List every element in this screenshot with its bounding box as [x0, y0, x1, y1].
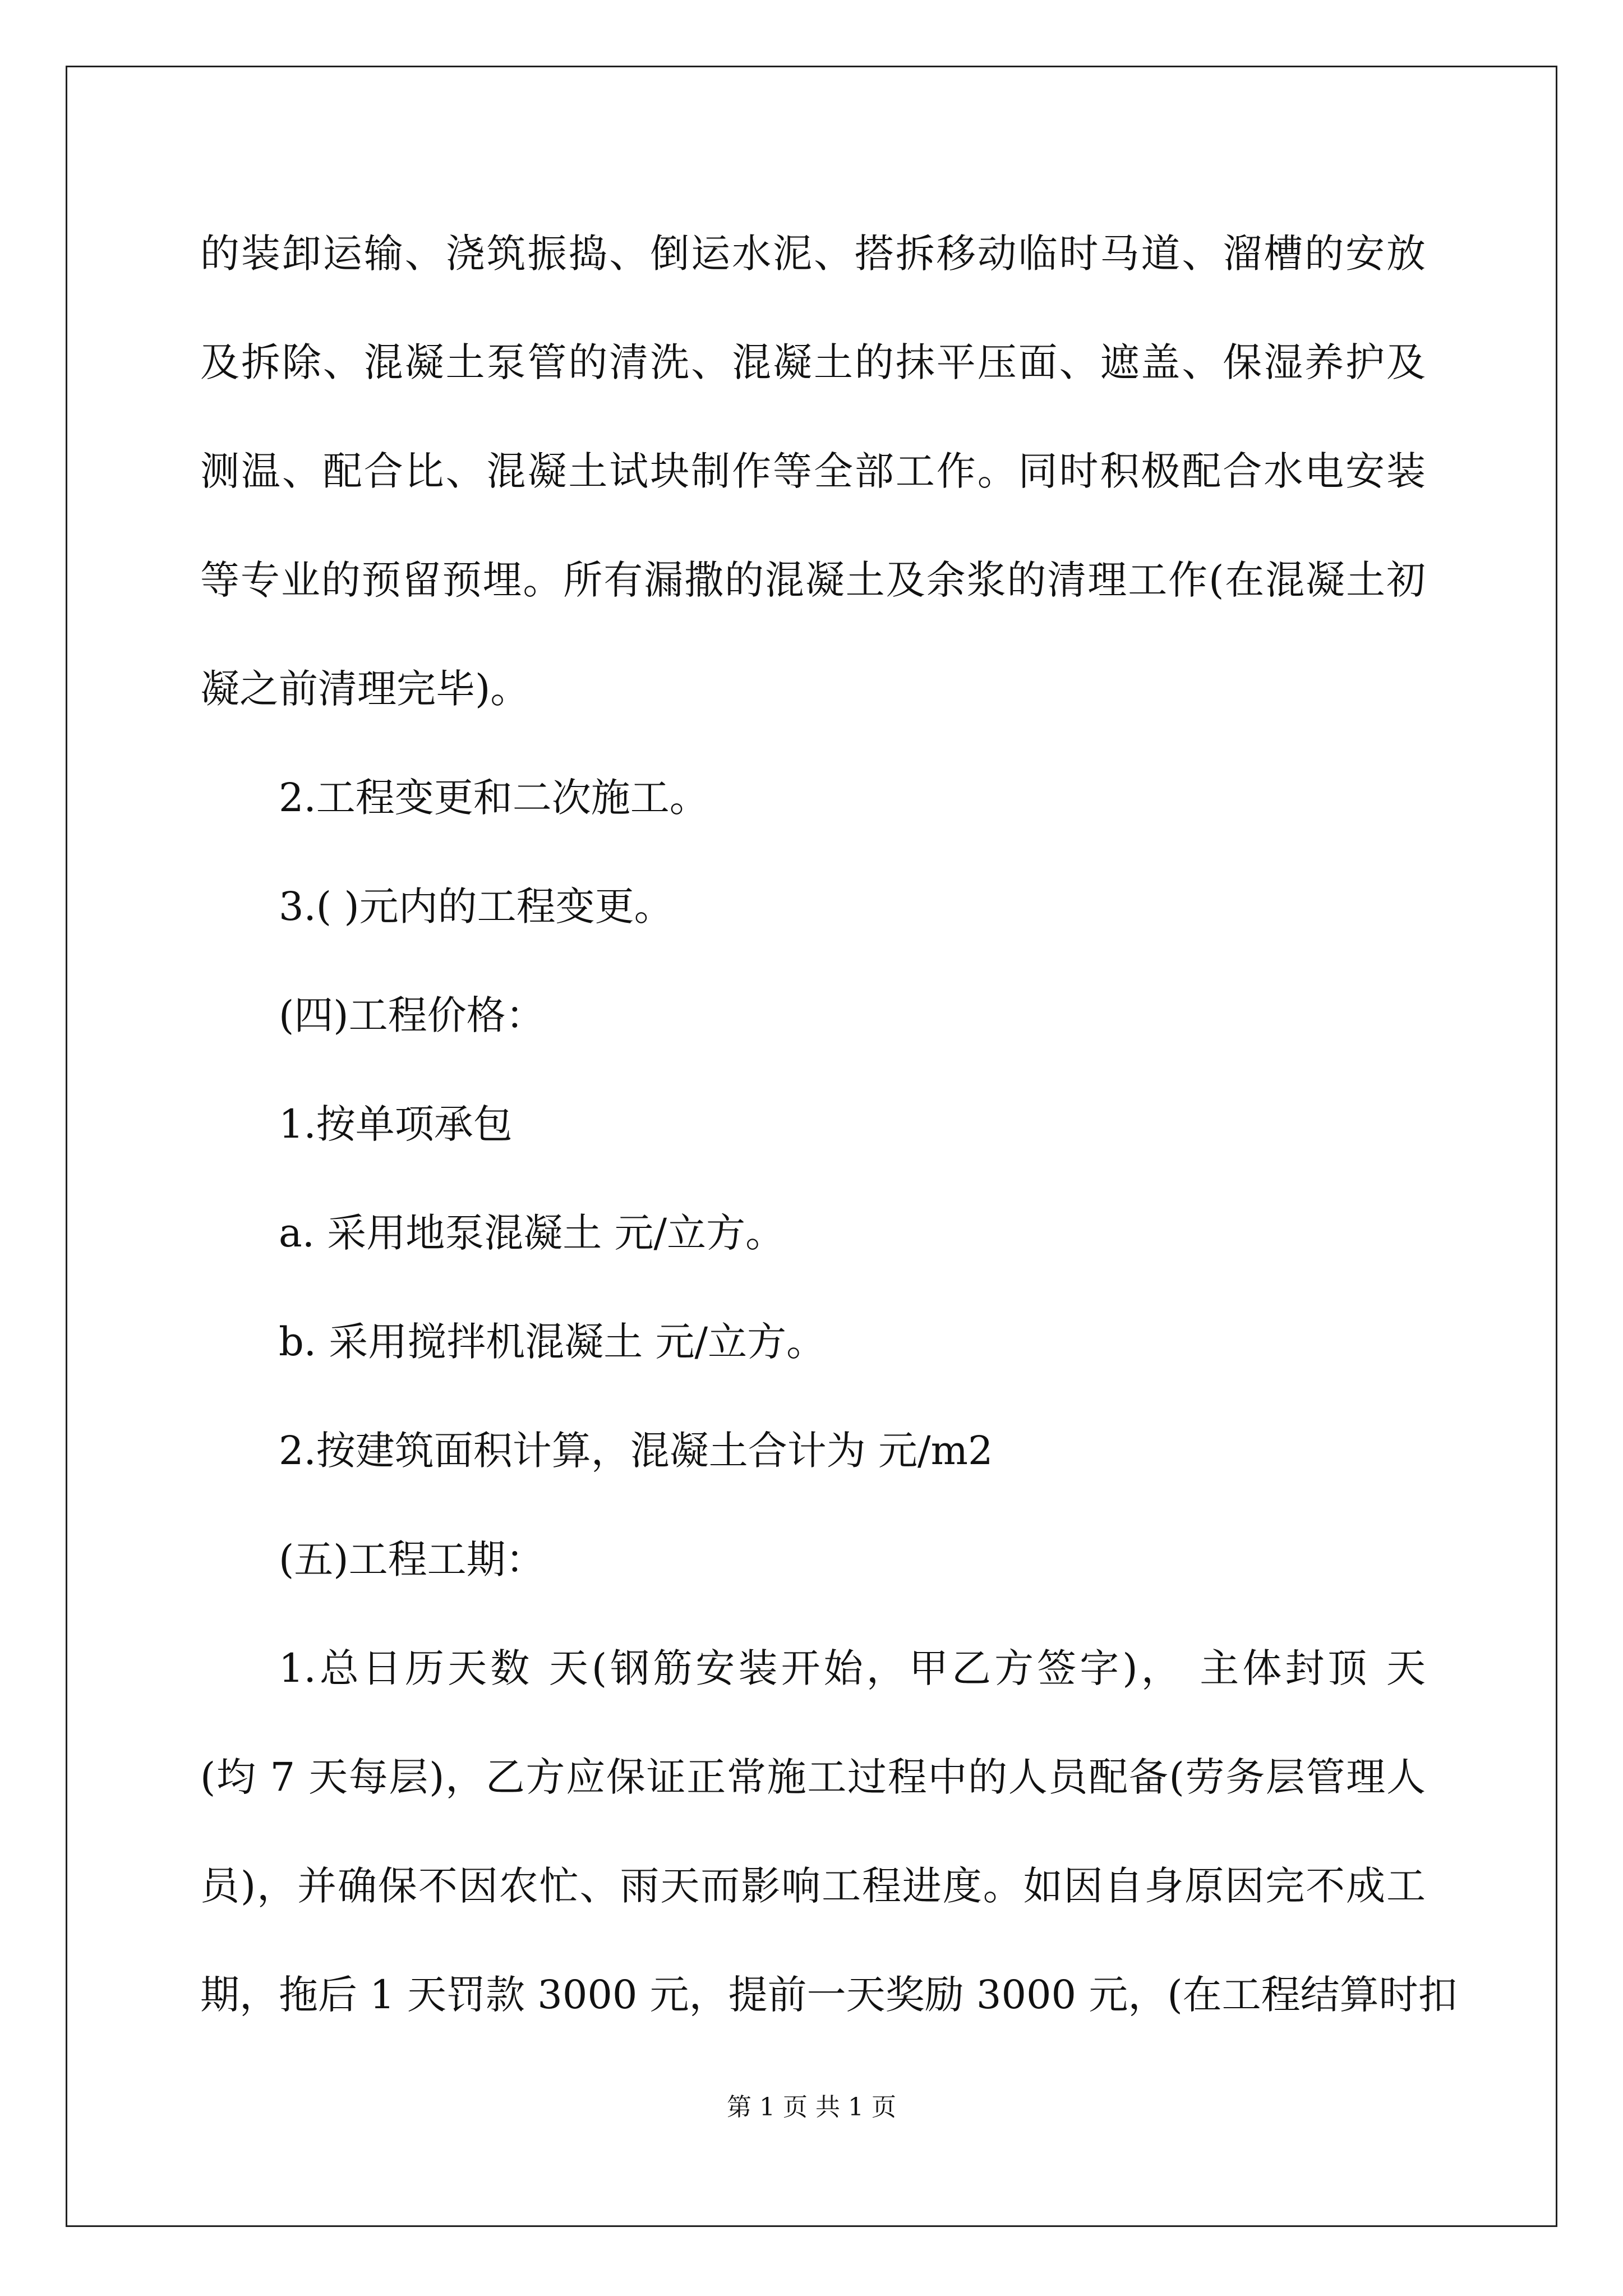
paragraph-line: 期，拖后 1 天罚款 3000 元，提前一天奖励 3000 元，(在工程结算时扣: [200, 1972, 1458, 2018]
paragraph-line: 测温、配合比、混凝土试块制作等全部工作。同时积极配合水电安装: [200, 448, 1426, 494]
paragraph-line: 及拆除、混凝土泵管的清洗、混凝土的抹平压面、遮盖、保湿养护及: [200, 339, 1426, 385]
list-item: 2.工程变更和二次施工。: [279, 775, 709, 821]
list-item: b. 采用搅拌机混凝土 元/立方。: [279, 1319, 826, 1365]
paragraph-line: 1.总日历天数 天(钢筋安装开始，甲乙方签字)， 主体封顶 天: [279, 1645, 1426, 1691]
paragraph-line: 等专业的预留预埋。所有漏撒的混凝土及余浆的清理工作(在混凝土初: [200, 557, 1426, 603]
list-item: 1.按单项承包: [279, 1101, 513, 1147]
paragraph-line: 员)，并确保不因农忙、雨天而影响工程进度。如因自身原因完不成工: [200, 1863, 1426, 1909]
paragraph-line: 的装卸运输、浇筑振捣、倒运水泥、搭拆移动临时马道、溜槽的安放: [200, 231, 1426, 277]
paragraph-line: (均 7 天每层)，乙方应保证正常施工过程中的人员配备(劳务层管理人: [200, 1754, 1426, 1800]
paragraph-line: 凝之前清理完毕)。: [200, 666, 530, 712]
section-heading: (四)工程价格：: [279, 992, 545, 1038]
list-item: 2.按建筑面积计算，混凝土合计为 元/m2: [279, 1428, 993, 1474]
page-footer: 第 1 页 共 1 页: [727, 2093, 896, 2122]
list-item: a. 采用地泵混凝土 元/立方。: [279, 1210, 785, 1256]
list-item: 3.( )元内的工程变更。: [279, 884, 674, 930]
section-heading: (五)工程工期：: [279, 1536, 545, 1582]
